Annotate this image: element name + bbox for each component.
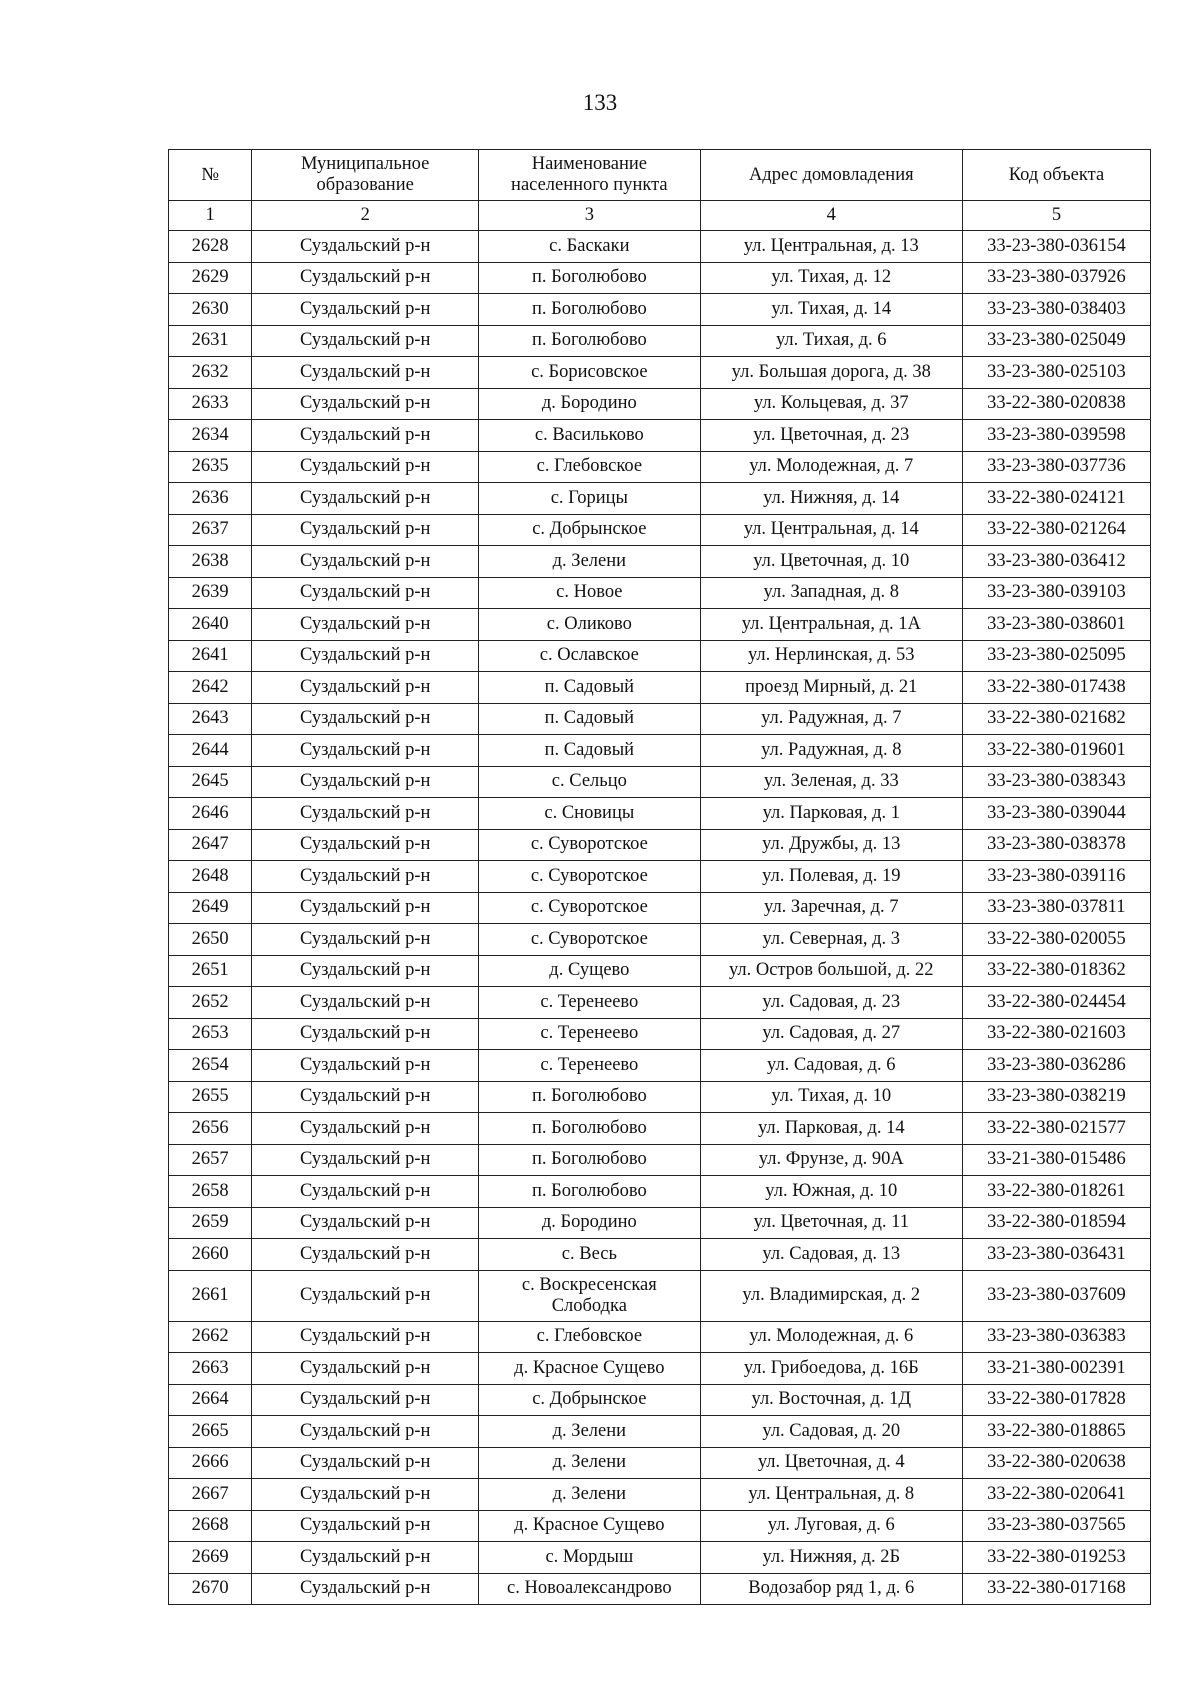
row-number-cell: 2630: [169, 294, 252, 326]
municipality-cell: Суздальский р-н: [252, 861, 479, 893]
settlement-cell: с. Борисовское: [479, 357, 701, 389]
municipality-cell: Суздальский р-н: [252, 1018, 479, 1050]
address-cell: ул. Фрунзе, д. 90А: [700, 1144, 962, 1176]
municipality-cell: Суздальский р-н: [252, 640, 479, 672]
address-cell: ул. Нижняя, д. 14: [700, 483, 962, 515]
settlement-cell: п. Садовый: [479, 735, 701, 767]
table-row: [169, 1573, 1151, 1605]
object-code-cell: 33-23-380-038403: [962, 294, 1150, 326]
object-code-cell: 33-22-380-024121: [962, 483, 1150, 515]
table-row: [169, 861, 1151, 893]
municipality-cell: Суздальский р-н: [252, 546, 479, 578]
municipality-cell: Суздальский р-н: [252, 892, 479, 924]
table-row: [169, 924, 1151, 956]
settlement-cell: с. Глебовское: [479, 451, 701, 483]
settlement-cell: д. Зелени: [479, 1447, 701, 1479]
row-number-cell: 2670: [169, 1573, 252, 1605]
settlement-cell: с. Оликово: [479, 609, 701, 641]
table-row: [169, 1081, 1151, 1113]
address-cell: ул. Заречная, д. 7: [700, 892, 962, 924]
address-cell: ул. Молодежная, д. 7: [700, 451, 962, 483]
object-code-cell: 33-21-380-002391: [962, 1353, 1150, 1385]
settlement-cell: с. Весь: [479, 1239, 701, 1271]
address-cell: ул. Цветочная, д. 10: [700, 546, 962, 578]
column-number: 2: [252, 201, 479, 231]
settlement-cell: с. Суворотское: [479, 892, 701, 924]
row-number-cell: 2653: [169, 1018, 252, 1050]
row-number-cell: 2644: [169, 735, 252, 767]
address-cell: ул. Полевая, д. 19: [700, 861, 962, 893]
object-code-cell: 33-22-380-019601: [962, 735, 1150, 767]
municipality-cell: Суздальский р-н: [252, 1270, 479, 1321]
row-number-cell: 2663: [169, 1353, 252, 1385]
municipality-cell: Суздальский р-н: [252, 1239, 479, 1271]
address-cell: ул. Молодежная, д. 6: [700, 1321, 962, 1353]
object-code-cell: 33-22-380-020641: [962, 1479, 1150, 1511]
municipality-cell: Суздальский р-н: [252, 357, 479, 389]
municipality-cell: Суздальский р-н: [252, 1050, 479, 1082]
address-cell: ул. Тихая, д. 10: [700, 1081, 962, 1113]
address-cell: ул. Тихая, д. 14: [700, 294, 962, 326]
object-code-cell: 33-23-380-036286: [962, 1050, 1150, 1082]
table-row: [169, 546, 1151, 578]
object-code-cell: 33-23-380-025103: [962, 357, 1150, 389]
object-code-cell: 33-23-380-037565: [962, 1510, 1150, 1542]
table-row: [169, 1207, 1151, 1239]
object-code-cell: 33-23-380-036412: [962, 546, 1150, 578]
table-row: [169, 231, 1151, 263]
municipality-cell: Суздальский р-н: [252, 735, 479, 767]
table-row: [169, 1510, 1151, 1542]
object-code-cell: 33-23-380-025049: [962, 325, 1150, 357]
object-code-cell: 33-22-380-017438: [962, 672, 1150, 704]
table-row: [169, 514, 1151, 546]
object-code-cell: 33-21-380-015486: [962, 1144, 1150, 1176]
address-cell: ул. Тихая, д. 6: [700, 325, 962, 357]
row-number-cell: 2662: [169, 1321, 252, 1353]
table-row: [169, 1113, 1151, 1145]
address-cell: ул. Садовая, д. 13: [700, 1239, 962, 1271]
row-number-cell: 2658: [169, 1176, 252, 1208]
table-row: [169, 1176, 1151, 1208]
settlement-cell: п. Боголюбово: [479, 262, 701, 294]
row-number-cell: 2661: [169, 1270, 252, 1321]
object-code-cell: 33-23-380-037609: [962, 1270, 1150, 1321]
row-number-cell: 2664: [169, 1384, 252, 1416]
address-cell: ул. Тихая, д. 12: [700, 262, 962, 294]
settlement-cell: д. Красное Сущево: [479, 1510, 701, 1542]
header-address: Адрес домовладения: [700, 150, 962, 201]
settlement-cell: с. Суворотское: [479, 924, 701, 956]
object-code-cell: 33-23-380-036383: [962, 1321, 1150, 1353]
table-row: [169, 577, 1151, 609]
object-code-cell: 33-23-380-038378: [962, 829, 1150, 861]
row-number-cell: 2647: [169, 829, 252, 861]
address-cell: ул. Нерлинская, д. 53: [700, 640, 962, 672]
object-code-cell: 33-22-380-020055: [962, 924, 1150, 956]
object-code-cell: 33-23-380-038601: [962, 609, 1150, 641]
address-cell: ул. Цветочная, д. 23: [700, 420, 962, 452]
settlement-cell: с. Васильково: [479, 420, 701, 452]
settlement-cell: с. Теренеево: [479, 1050, 701, 1082]
settlement-cell: п. Боголюбово: [479, 1113, 701, 1145]
municipality-cell: Суздальский р-н: [252, 1353, 479, 1385]
row-number-cell: 2628: [169, 231, 252, 263]
row-number-cell: 2632: [169, 357, 252, 389]
address-cell: ул. Садовая, д. 20: [700, 1416, 962, 1448]
municipality-cell: Суздальский р-н: [252, 766, 479, 798]
municipality-cell: Суздальский р-н: [252, 924, 479, 956]
table-row: [169, 1416, 1151, 1448]
address-cell: ул. Владимирская, д. 2: [700, 1270, 962, 1321]
row-number-cell: 2669: [169, 1542, 252, 1574]
address-cell: ул. Зеленая, д. 33: [700, 766, 962, 798]
object-code-cell: 33-23-380-037926: [962, 262, 1150, 294]
row-number-cell: 2666: [169, 1447, 252, 1479]
municipality-cell: Суздальский р-н: [252, 1321, 479, 1353]
object-code-cell: 33-22-380-021603: [962, 1018, 1150, 1050]
object-code-cell: 33-23-380-038219: [962, 1081, 1150, 1113]
table-row: [169, 357, 1151, 389]
address-cell: ул. Центральная, д. 8: [700, 1479, 962, 1511]
settlement-cell: д. Красное Сущево: [479, 1353, 701, 1385]
object-code-cell: 33-22-380-019253: [962, 1542, 1150, 1574]
municipality-cell: Суздальский р-н: [252, 262, 479, 294]
row-number-cell: 2651: [169, 955, 252, 987]
address-cell: ул. Цветочная, д. 11: [700, 1207, 962, 1239]
settlement-cell: п. Садовый: [479, 672, 701, 704]
row-number-cell: 2660: [169, 1239, 252, 1271]
municipality-cell: Суздальский р-н: [252, 388, 479, 420]
address-cell: ул. Большая дорога, д. 38: [700, 357, 962, 389]
object-code-cell: 33-22-380-017828: [962, 1384, 1150, 1416]
table-row: [169, 1144, 1151, 1176]
address-cell: ул. Северная, д. 3: [700, 924, 962, 956]
settlement-cell: д. Зелени: [479, 1479, 701, 1511]
object-code-cell: 33-22-380-018362: [962, 955, 1150, 987]
address-cell: ул. Западная, д. 8: [700, 577, 962, 609]
address-cell: ул. Дружбы, д. 13: [700, 829, 962, 861]
row-number-cell: 2646: [169, 798, 252, 830]
address-cell: ул. Кольцевая, д. 37: [700, 388, 962, 420]
address-cell: ул. Центральная, д. 14: [700, 514, 962, 546]
row-number-cell: 2641: [169, 640, 252, 672]
row-number-cell: 2633: [169, 388, 252, 420]
address-cell: ул. Восточная, д. 1Д: [700, 1384, 962, 1416]
table-row: [169, 420, 1151, 452]
settlement-cell: д. Сущево: [479, 955, 701, 987]
table-row: [169, 640, 1151, 672]
row-number-cell: 2668: [169, 1510, 252, 1542]
object-code-cell: 33-23-380-036154: [962, 231, 1150, 263]
address-cell: ул. Парковая, д. 14: [700, 1113, 962, 1145]
row-number-cell: 2655: [169, 1081, 252, 1113]
address-cell: ул. Радужная, д. 8: [700, 735, 962, 767]
table-row: [169, 955, 1151, 987]
settlement-cell: с. Теренеево: [479, 987, 701, 1019]
row-number-cell: 2638: [169, 546, 252, 578]
address-cell: ул. Грибоедова, д. 16Б: [700, 1353, 962, 1385]
settlement-cell: с. Добрынское: [479, 514, 701, 546]
row-number-cell: 2654: [169, 1050, 252, 1082]
object-code-cell: 33-23-380-036431: [962, 1239, 1150, 1271]
header-settlement: Наименование населенного пункта: [479, 150, 701, 201]
municipality-cell: Суздальский р-н: [252, 1510, 479, 1542]
header-number: №: [169, 150, 252, 201]
municipality-cell: Суздальский р-н: [252, 325, 479, 357]
row-number-cell: 2634: [169, 420, 252, 452]
settlement-cell: с. Мордыш: [479, 1542, 701, 1574]
row-number-cell: 2642: [169, 672, 252, 704]
row-number-cell: 2659: [169, 1207, 252, 1239]
header-municipality: Муниципальное образование: [252, 150, 479, 201]
object-code-cell: 33-23-380-025095: [962, 640, 1150, 672]
header-object-code: Код объекта: [962, 150, 1150, 201]
settlement-cell: с. Воскресенская Слободка: [479, 1270, 701, 1321]
row-number-cell: 2645: [169, 766, 252, 798]
address-cell: ул. Парковая, д. 1: [700, 798, 962, 830]
registry-table: [168, 149, 1151, 1605]
row-number-cell: 2643: [169, 703, 252, 735]
address-cell: ул. Цветочная, д. 4: [700, 1447, 962, 1479]
settlement-cell: д. Бородино: [479, 388, 701, 420]
column-number: 3: [479, 201, 701, 231]
table-row: [169, 703, 1151, 735]
table-row: [169, 1239, 1151, 1271]
address-cell: Водозабор ряд 1, д. 6: [700, 1573, 962, 1605]
object-code-cell: 33-23-380-037811: [962, 892, 1150, 924]
object-code-cell: 33-23-380-038343: [962, 766, 1150, 798]
settlement-cell: с. Суворотское: [479, 829, 701, 861]
municipality-cell: Суздальский р-н: [252, 420, 479, 452]
header-row: [169, 150, 1151, 201]
row-number-cell: 2665: [169, 1416, 252, 1448]
table-row: [169, 672, 1151, 704]
table-row: [169, 1479, 1151, 1511]
municipality-cell: Суздальский р-н: [252, 1176, 479, 1208]
object-code-cell: 33-22-380-021264: [962, 514, 1150, 546]
object-code-cell: 33-22-380-024454: [962, 987, 1150, 1019]
row-number-cell: 2640: [169, 609, 252, 641]
table-row: [169, 1447, 1151, 1479]
address-cell: ул. Нижняя, д. 2Б: [700, 1542, 962, 1574]
settlement-cell: п. Боголюбово: [479, 325, 701, 357]
page-number: 133: [582, 90, 618, 115]
table-row: [169, 325, 1151, 357]
column-number: 4: [700, 201, 962, 231]
table-row: [169, 1321, 1151, 1353]
settlement-cell: с. Новоалександрово: [479, 1573, 701, 1605]
municipality-cell: Суздальский р-н: [252, 1113, 479, 1145]
table-row: [169, 609, 1151, 641]
row-number-cell: 2635: [169, 451, 252, 483]
row-number-cell: 2648: [169, 861, 252, 893]
settlement-cell: с. Глебовское: [479, 1321, 701, 1353]
table-row: [169, 1270, 1151, 1321]
settlement-cell: с. Добрынское: [479, 1384, 701, 1416]
settlement-cell: п. Боголюбово: [479, 1144, 701, 1176]
object-code-cell: 33-22-380-018865: [962, 1416, 1150, 1448]
municipality-cell: Суздальский р-н: [252, 1447, 479, 1479]
settlement-cell: д. Зелени: [479, 546, 701, 578]
object-code-cell: 33-22-380-020838: [962, 388, 1150, 420]
municipality-cell: Суздальский р-н: [252, 1144, 479, 1176]
object-code-cell: 33-23-380-039103: [962, 577, 1150, 609]
table-row: [169, 1384, 1151, 1416]
municipality-cell: Суздальский р-н: [252, 609, 479, 641]
object-code-cell: 33-22-380-021682: [962, 703, 1150, 735]
row-number-cell: 2652: [169, 987, 252, 1019]
municipality-cell: Суздальский р-н: [252, 1542, 479, 1574]
row-number-cell: 2657: [169, 1144, 252, 1176]
table-row: [169, 1018, 1151, 1050]
table-row: [169, 294, 1151, 326]
table-row: [169, 798, 1151, 830]
address-cell: ул. Садовая, д. 27: [700, 1018, 962, 1050]
object-code-cell: 33-22-380-021577: [962, 1113, 1150, 1145]
settlement-cell: с. Суворотское: [479, 861, 701, 893]
address-cell: ул. Центральная, д. 1А: [700, 609, 962, 641]
address-cell: ул. Луговая, д. 6: [700, 1510, 962, 1542]
object-code-cell: 33-22-380-020638: [962, 1447, 1150, 1479]
municipality-cell: Суздальский р-н: [252, 829, 479, 861]
municipality-cell: Суздальский р-н: [252, 1479, 479, 1511]
column-number-row: [169, 201, 1151, 231]
settlement-cell: с. Новое: [479, 577, 701, 609]
settlement-cell: д. Бородино: [479, 1207, 701, 1239]
address-cell: ул. Южная, д. 10: [700, 1176, 962, 1208]
address-cell: ул. Остров большой, д. 22: [700, 955, 962, 987]
municipality-cell: Суздальский р-н: [252, 955, 479, 987]
municipality-cell: Суздальский р-н: [252, 1207, 479, 1239]
object-code-cell: 33-22-380-017168: [962, 1573, 1150, 1605]
object-code-cell: 33-23-380-039116: [962, 861, 1150, 893]
table-row: [169, 829, 1151, 861]
municipality-cell: Суздальский р-н: [252, 672, 479, 704]
row-number-cell: 2649: [169, 892, 252, 924]
table-row: [169, 451, 1151, 483]
settlement-cell: п. Боголюбово: [479, 1176, 701, 1208]
table-row: [169, 1050, 1151, 1082]
row-number-cell: 2650: [169, 924, 252, 956]
row-number-cell: 2667: [169, 1479, 252, 1511]
settlement-cell: с. Сновицы: [479, 798, 701, 830]
object-code-cell: 33-23-380-039598: [962, 420, 1150, 452]
settlement-cell: п. Садовый: [479, 703, 701, 735]
object-code-cell: 33-22-380-018594: [962, 1207, 1150, 1239]
row-number-cell: 2629: [169, 262, 252, 294]
column-number: 1: [169, 201, 252, 231]
municipality-cell: Суздальский р-н: [252, 1081, 479, 1113]
settlement-cell: с. Баскаки: [479, 231, 701, 263]
municipality-cell: Суздальский р-н: [252, 1416, 479, 1448]
row-number-cell: 2639: [169, 577, 252, 609]
municipality-cell: Суздальский р-н: [252, 231, 479, 263]
table-row: [169, 987, 1151, 1019]
row-number-cell: 2656: [169, 1113, 252, 1145]
municipality-cell: Суздальский р-н: [252, 483, 479, 515]
table-row: [169, 892, 1151, 924]
municipality-cell: Суздальский р-н: [252, 577, 479, 609]
address-cell: ул. Садовая, д. 6: [700, 1050, 962, 1082]
row-number-cell: 2631: [169, 325, 252, 357]
settlement-cell: с. Ославское: [479, 640, 701, 672]
table-body: [169, 231, 1151, 1605]
municipality-cell: Суздальский р-н: [252, 987, 479, 1019]
address-cell: ул. Центральная, д. 13: [700, 231, 962, 263]
row-number-cell: 2637: [169, 514, 252, 546]
municipality-cell: Суздальский р-н: [252, 451, 479, 483]
municipality-cell: Суздальский р-н: [252, 798, 479, 830]
table-row: [169, 1542, 1151, 1574]
address-cell: проезд Мирный, д. 21: [700, 672, 962, 704]
table-row: [169, 388, 1151, 420]
address-cell: ул. Радужная, д. 7: [700, 703, 962, 735]
address-cell: ул. Садовая, д. 23: [700, 987, 962, 1019]
settlement-cell: д. Зелени: [479, 1416, 701, 1448]
settlement-cell: п. Боголюбово: [479, 1081, 701, 1113]
object-code-cell: 33-23-380-037736: [962, 451, 1150, 483]
settlement-cell: с. Сельцо: [479, 766, 701, 798]
table-row: [169, 262, 1151, 294]
settlement-cell: с. Горицы: [479, 483, 701, 515]
municipality-cell: Суздальский р-н: [252, 1573, 479, 1605]
object-code-cell: 33-22-380-018261: [962, 1176, 1150, 1208]
table-row: [169, 735, 1151, 767]
table-row: [169, 766, 1151, 798]
table-row: [169, 483, 1151, 515]
row-number-cell: 2636: [169, 483, 252, 515]
table-row: [169, 1353, 1151, 1385]
object-code-cell: 33-23-380-039044: [962, 798, 1150, 830]
municipality-cell: Суздальский р-н: [252, 1384, 479, 1416]
municipality-cell: Суздальский р-н: [252, 703, 479, 735]
settlement-cell: с. Теренеево: [479, 1018, 701, 1050]
settlement-cell: п. Боголюбово: [479, 294, 701, 326]
municipality-cell: Суздальский р-н: [252, 294, 479, 326]
municipality-cell: Суздальский р-н: [252, 514, 479, 546]
column-number: 5: [962, 201, 1150, 231]
